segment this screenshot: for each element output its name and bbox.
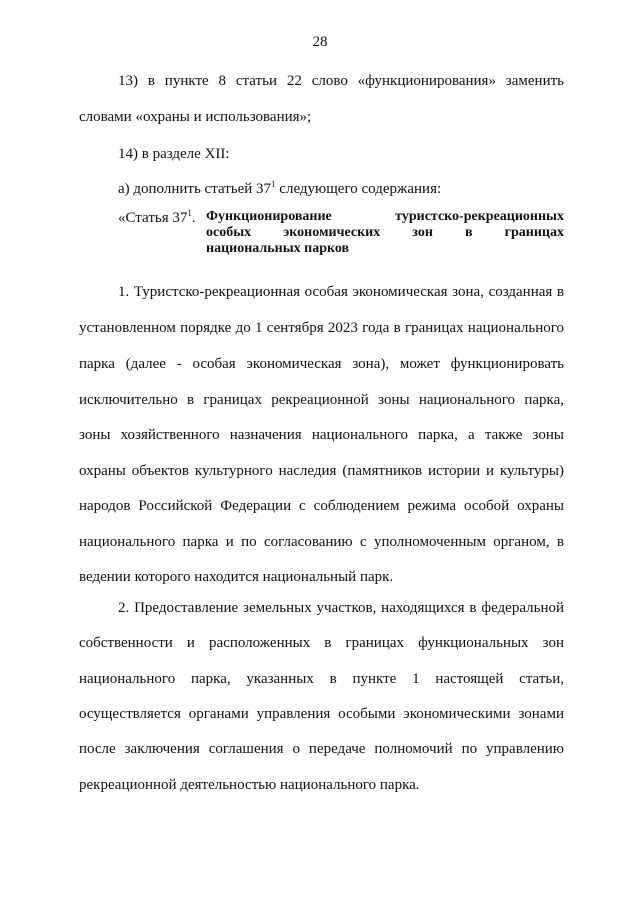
item-14: 14) в разделе XII:: [118, 146, 230, 162]
page-number: 28: [312, 34, 328, 50]
article-title-line-1: Функционирование туристско-рекреационных: [206, 209, 564, 224]
item-a: [118, 180, 441, 198]
article-label: [118, 209, 196, 227]
para-2-line-3: национального парка, указанных в пункте 1 настоящей статьи,: [79, 671, 564, 687]
para-1-line-7: народов Российской Федерации с соблюдением режима особой охраны: [79, 498, 564, 514]
item-13-line-1: 13) в пункте 8 статьи 22 слово «функционирования» заменить: [118, 73, 564, 89]
article-label-text: «Статья 37: [118, 210, 188, 226]
para-1-line-4: исключительно в границах рекреационной зоны национального парка,: [79, 392, 564, 408]
para-1-line-2: установленном порядке до 1 сентября 2023 года в границах национального: [79, 320, 564, 336]
article-label-sup: 1: [187, 208, 192, 218]
para-2-line-2: собственности и расположенных в границах функциональных зон: [79, 635, 564, 651]
para-2-line-6: рекреационной деятельностью национального парка.: [79, 777, 420, 793]
item-a-sup: 1: [271, 179, 276, 189]
para-1-line-8: национального парка и по согласованию с уполномоченным органом, в: [79, 534, 564, 550]
para-1-line-3: парка (далее - особая экономическая зона), может функционировать: [79, 356, 564, 372]
para-2-line-5: после заключения соглашения о передаче полномочий по управлению: [79, 741, 564, 757]
article-title-line-3: национальных парков: [206, 241, 350, 256]
para-2-line-1: 2. Предоставление земельных участков, находящихся в федеральной: [118, 600, 564, 616]
article-title-line-2: особых экономических зон в границах: [206, 225, 564, 240]
item-a-text: а) дополнить статьей 37: [118, 181, 272, 197]
article-label-dot: .: [191, 210, 196, 226]
para-1-line-6: охраны объектов культурного наследия (памятников истории и культуры): [79, 463, 564, 479]
para-2-line-4: осуществляется органами управления особыми экономическими зонами: [79, 706, 564, 722]
para-1-line-5: зоны хозяйственного назначения национального парка, а также зоны: [79, 427, 564, 443]
item-13-line-2: словами «охраны и использования»;: [79, 109, 312, 125]
item-a-rest: следующего содержания:: [275, 181, 442, 197]
article-title: [206, 209, 564, 257]
para-1-line-1: 1. Туристско-рекреационная особая экономическая зона, созданная в: [118, 284, 564, 300]
para-1-line-9: ведении которого находится национальный парк.: [79, 569, 394, 585]
